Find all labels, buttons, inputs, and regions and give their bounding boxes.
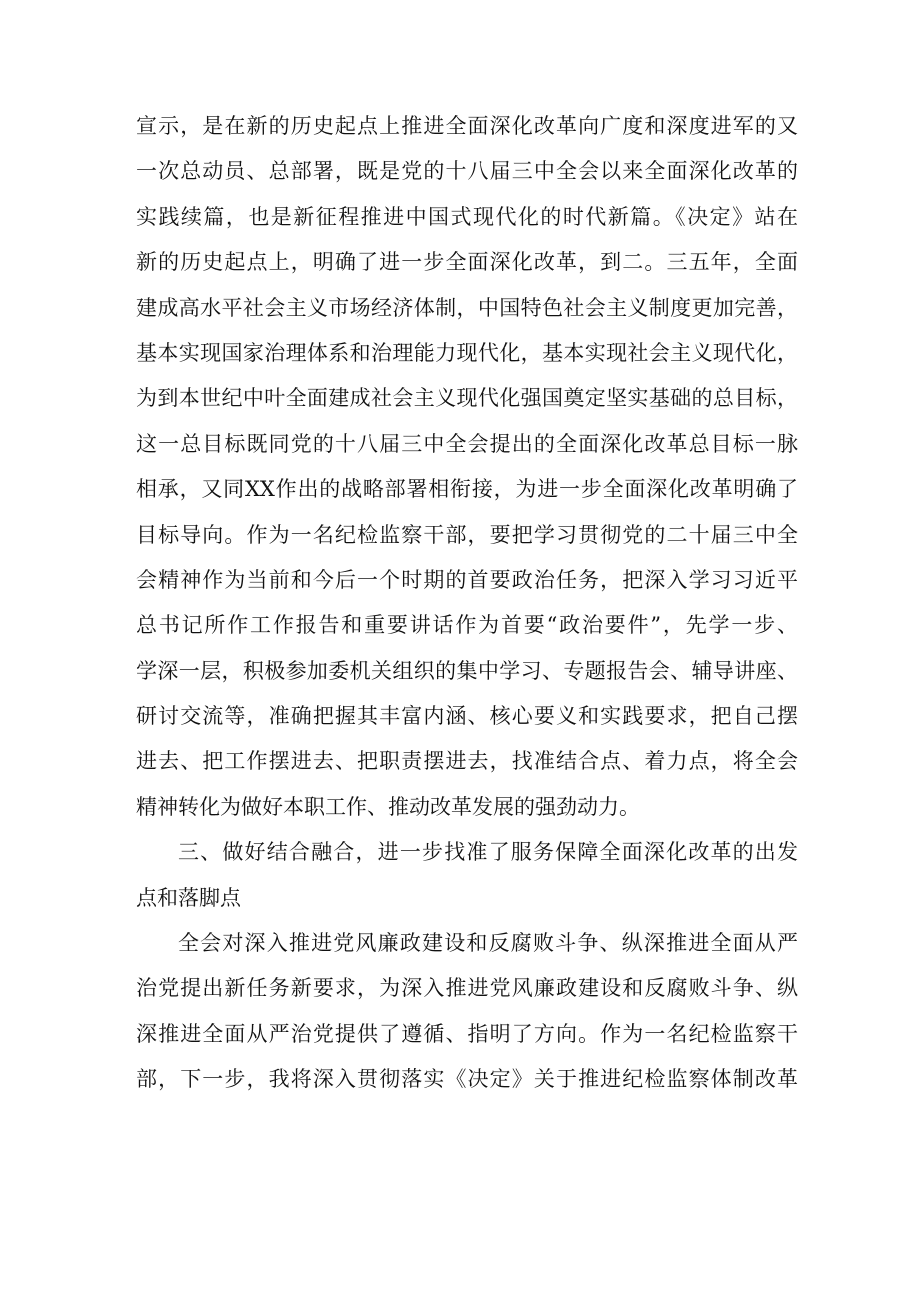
text-line: 总书记所作工作报告和重要讲话作为首要“政治要件”，先学一步、 — [136, 613, 798, 638]
text-line: 部，下一步，我将深入贯彻落实《决定》关于推进纪检监察体制改革 — [136, 1067, 798, 1092]
section-heading — [136, 830, 798, 921]
text-line: 宣示，是在新的历史起点上推进全面深化改革向广度和深度进军的又 — [136, 114, 798, 138]
text-line: 建成高水平社会主义市场经济体制，中国特色社会主义制度更加完善， — [136, 295, 798, 320]
text-line: 进去、把工作摆进去、把职责摆进去，找准结合点、着力点，将全会 — [136, 749, 798, 774]
text-line: 相承，又同XX作出的战略部署相衔接，为进一步全面深化改革明确了 — [136, 477, 798, 502]
text-line: 为到本世纪中叶全面建成社会主义现代化强国奠定坚实基础的总目标， — [136, 386, 798, 411]
text-line: 全会对深入推进党风廉政建设和反腐败斗争、纵深推进全面从严 — [178, 931, 798, 956]
text-line: 精神转化为做好本职工作、推动改革发展的强劲动力。 — [136, 794, 640, 819]
text-line: 实践续篇，也是新征程推进中国式现代化的时代新篇。《决定》站在 — [136, 204, 798, 229]
paragraph-goal — [136, 104, 798, 830]
heading-line: 点和落脚点 — [136, 885, 241, 910]
text-line: 学深一层，积极参加委机关组织的集中学习、专题报告会、辅导讲座、 — [136, 658, 798, 683]
text-line: 深推进全面从严治党提供了遵循、指明了方向。作为一名纪检监察干 — [136, 1021, 798, 1046]
paragraph-plenary — [136, 921, 798, 1103]
text-line: 基本实现国家治理体系和治理能力现代化，基本实现社会主义现代化， — [136, 340, 798, 365]
text-line: 这一总目标既同党的十八届三中全会提出的全面深化改革总目标一脉 — [136, 431, 798, 456]
text-line: 治党提出新任务新要求，为深入推进党风廉政建设和反腐败斗争、纵 — [136, 976, 798, 1001]
text-line: 研讨交流等，准确把握其丰富内涵、核心要义和实践要求，把自己摆 — [136, 704, 798, 729]
document-body — [136, 104, 798, 1103]
text-line: 会精神作为当前和今后一个时期的首要政治任务，把深入学习习近平 — [136, 567, 798, 592]
text-line: 新的历史起点上，明确了进一步全面深化改革，到二。三五年，全面 — [136, 250, 798, 275]
heading-line: 三、做好结合融合，进一步找准了服务保障全面深化改革的出发 — [178, 840, 798, 865]
text-line: 一次总动员、总部署，既是党的十八届三中全会以来全面深化改革的 — [136, 159, 798, 184]
text-line: 目标导向。作为一名纪检监察干部，要把学习贯彻党的二十届三中全 — [136, 522, 798, 547]
